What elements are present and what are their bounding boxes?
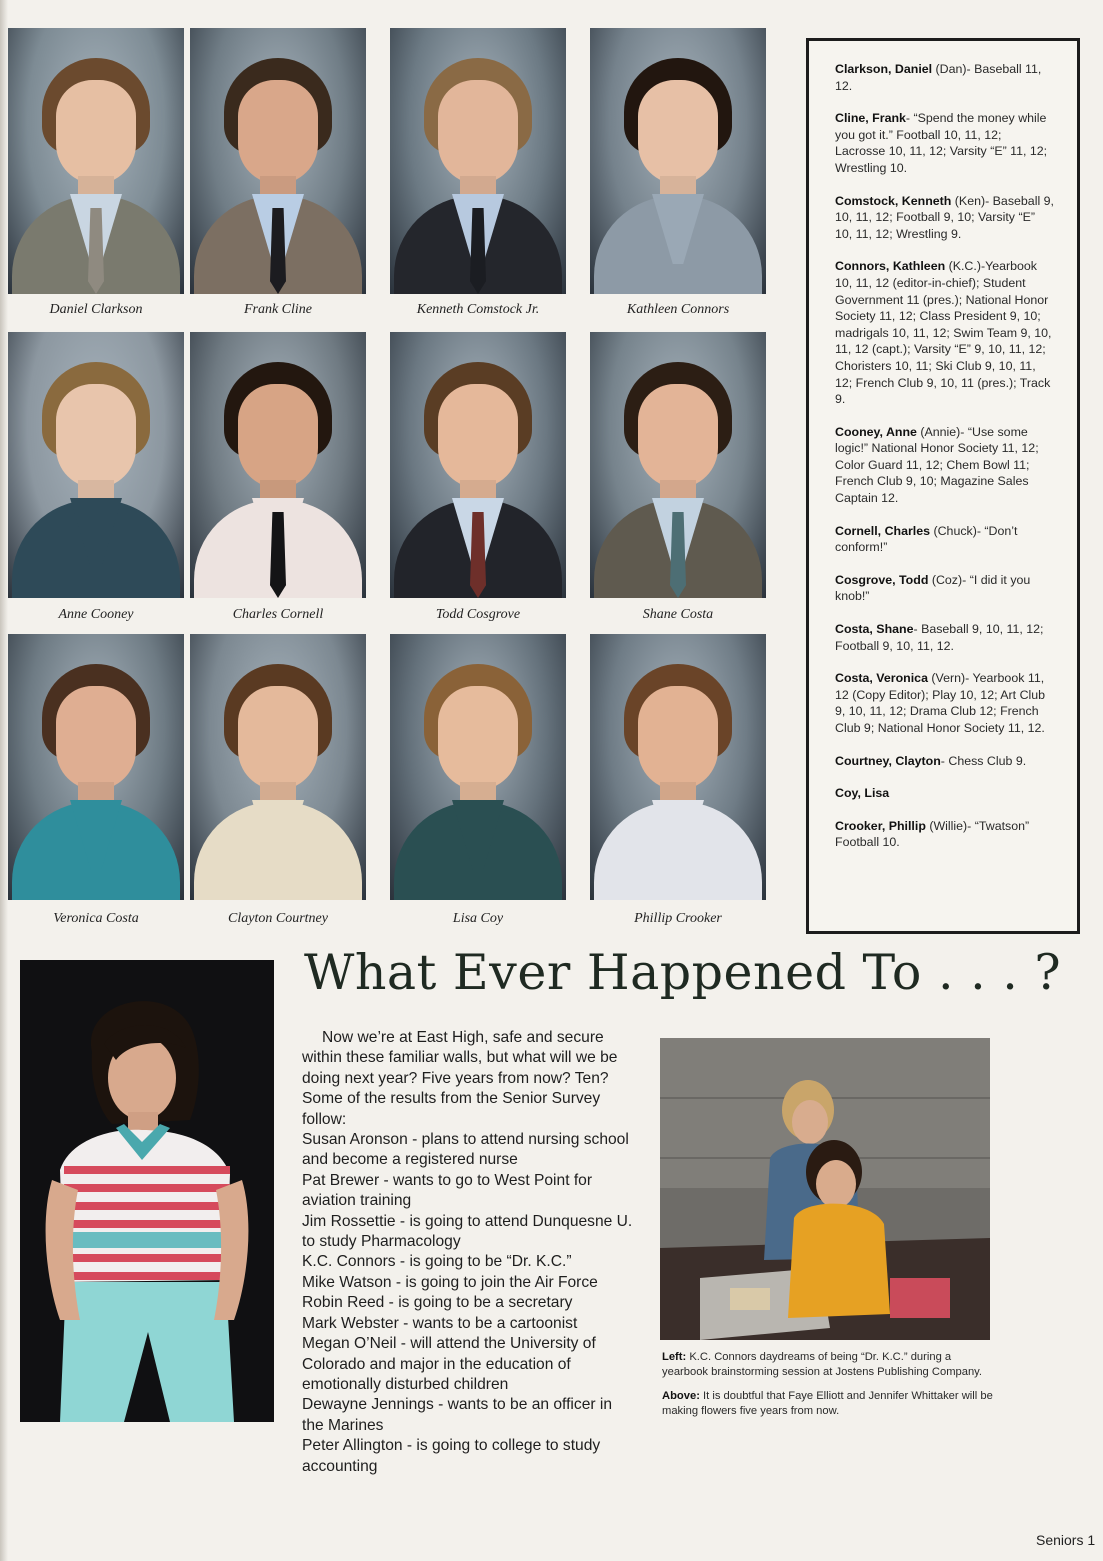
bio-name: Cline, Frank <box>835 111 906 126</box>
bio-text: (Ken)- Baseball 9, 10, 11, 12; Football 9, 10; Varsity “E” 10, 11, 12; Wrestling 9. <box>835 193 1054 241</box>
senior-portrait <box>8 634 184 900</box>
senior-portrait <box>8 332 184 598</box>
portrait-tie <box>670 512 686 598</box>
portrait-caption: Clayton Courtney <box>228 911 328 926</box>
caption-above-label: Above: <box>662 1390 700 1403</box>
survey-result-item: K.C. Connors - is going to be “Dr. K.C.” <box>302 1253 572 1271</box>
candid-photo-kc-connors-image <box>20 960 274 1422</box>
bio-text: (Annie)- “Use some logic!” National Honor Society 11, 12; Color Guard 11, 12; Chem Bowl 11; French Club 9, 10; Magazine Sales Captain 12. <box>835 424 1039 506</box>
caption-above <box>662 1389 998 1418</box>
portrait-face <box>56 80 136 184</box>
survey-result-item: Susan Aronson - plans to attend nursing school and become a registered nurse <box>302 1131 629 1169</box>
senior-bio-box <box>806 38 1080 934</box>
senior-bio-entry <box>835 621 1055 654</box>
bio-text: (Dan)- Baseball 11, 12. <box>835 62 1042 93</box>
candid-photo-flowers <box>660 1038 990 1340</box>
portrait-face <box>438 80 518 184</box>
portrait-face <box>56 686 136 790</box>
portrait-face <box>238 80 318 184</box>
survey-result-item: Robin Reed - is going to be a secretary <box>302 1294 573 1312</box>
portrait-caption: Veronica Costa <box>53 911 139 926</box>
candid-photo-flowers-image <box>660 1038 990 1340</box>
portrait-tie <box>88 208 104 294</box>
senior-bio-entry <box>835 110 1055 176</box>
senior-bio-entry <box>835 258 1055 407</box>
portrait-caption: Lisa Coy <box>452 911 504 926</box>
portrait-face <box>638 384 718 488</box>
senior-portrait <box>8 28 184 294</box>
senior-portrait <box>190 28 366 294</box>
portrait-face <box>56 384 136 488</box>
survey-result-item: Mark Webster - wants to be a cartoonist <box>302 1314 578 1332</box>
senior-portrait <box>390 634 566 900</box>
senior-portrait <box>190 634 366 900</box>
bio-name: Cooney, Anne <box>835 424 917 439</box>
bio-text: - Chess Club 9. <box>940 753 1027 768</box>
bio-name: Comstock, Kenneth <box>835 193 952 208</box>
bio-list <box>835 61 1055 851</box>
senior-portrait <box>390 332 566 598</box>
page-binding-shadow <box>0 0 8 1561</box>
portrait-caption: Anne Cooney <box>58 607 134 622</box>
senior-bio-entry <box>835 424 1055 507</box>
portrait-face <box>238 686 318 790</box>
senior-portrait <box>590 28 766 294</box>
portrait-caption: Kathleen Connors <box>626 302 730 317</box>
senior-portrait <box>590 332 766 598</box>
bio-name: Connors, Kathleen <box>835 259 946 274</box>
portrait-caption: Phillip Crooker <box>634 911 722 926</box>
bio-text: - Baseball 9, 10, 11, 12; Football 9, 10, 11, 12. <box>835 622 1044 653</box>
portrait-tie <box>470 512 486 598</box>
survey-result-item: Pat Brewer - wants to go to West Point for aviation training <box>302 1171 593 1210</box>
candid-photo-kc-connors <box>20 960 274 1422</box>
senior-portrait <box>590 634 766 900</box>
bio-text: (Coz)- “I did it you knob!” <box>835 572 1031 604</box>
portrait-face <box>638 686 718 790</box>
portrait-face <box>638 80 718 184</box>
survey-result-item: Peter Allington - is going to college to study accounting <box>302 1437 601 1475</box>
bio-text: (K.C.)-Yearbook 10, 11, 12 (editor-in-chief); Student Government 11 (pres.); National Honor Society 11, 12; Class President 9, 10; madrigals 10, 11, 12; Swim Team 9, 10, 11, 12 (capt.); Varsity “E” 9, 10, 11, 12; Choristers 10, 11; Ski Club 9, 10, 11, 12; French Club 9, 10, 11 (pres.); Track 9. <box>835 259 1052 407</box>
portrait-face <box>438 384 518 488</box>
feature-headline: What Ever Happened To . . . ? <box>304 944 1062 1001</box>
senior-bio-entry <box>835 670 1055 736</box>
caption-left-text: K.C. Connors daydreams of being “Dr. K.C.” during a yearbook brainstorming session at Jostens Publishing Company. <box>662 1351 983 1378</box>
bio-text: - “Spend the money while you got it.” Football 10, 11, 12; Lacrosse 10, 11, 12; Varsity “E” 11, 12; Wrestling 10. <box>835 111 1048 175</box>
senior-bio-entry <box>835 818 1055 851</box>
article-intro: Now we’re at East High, safe and secure within these familiar walls, but what will we be doing next year? Five years from now? Ten? Some of the results from the Senior Survey follow: <box>302 1029 618 1128</box>
photo-captions <box>662 1350 998 1428</box>
senior-portrait <box>390 28 566 294</box>
bio-text: (Willie)- “Twatson” Football 10. <box>835 818 1030 850</box>
senior-bio-entry <box>835 572 1055 605</box>
survey-result-item: Dewayne Jennings - wants to be an officer in the Marines <box>302 1396 613 1434</box>
portrait-tie <box>270 208 286 294</box>
senior-portrait <box>190 332 366 598</box>
page-folio: Seniors 1 <box>1036 1532 1096 1548</box>
senior-survey-article <box>302 1028 638 1477</box>
bio-name: Cornell, Charles <box>835 523 931 538</box>
bio-text: (Vern)- Yearbook 11, 12 (Copy Editor); Play 10, 12; Art Club 9, 10, 11, 12; Drama Club 12; French Club 9; National Honor Society 11, 12. <box>835 671 1046 735</box>
bio-name: Cosgrove, Todd <box>835 572 929 587</box>
senior-bio-entry <box>835 523 1055 556</box>
senior-bio-entry <box>835 193 1055 243</box>
survey-result-item: Megan O’Neil - will attend the University of Colorado and major in the education of emotionally disturbed children <box>302 1335 596 1393</box>
portrait-face <box>438 686 518 790</box>
portrait-caption: Charles Cornell <box>232 607 324 622</box>
bio-name: Crooker, Phillip <box>835 818 926 833</box>
caption-above-text: It is doubtful that Faye Elliott and Jennifer Whittaker will be making flowers five years from now. <box>662 1390 993 1417</box>
bio-text: (Chuck)- “Don’t conform!” <box>835 523 1018 555</box>
portrait-tie <box>270 512 286 598</box>
survey-result-item: Jim Rossettie - is going to attend Dunquesne U. to study Pharmacology <box>302 1212 633 1251</box>
bio-name: Costa, Veronica <box>835 671 928 686</box>
portrait-caption: Shane Costa <box>642 607 714 622</box>
senior-bio-entry <box>835 753 1055 770</box>
caption-left-label: Left: <box>662 1351 687 1363</box>
bio-name: Clarkson, Daniel <box>835 62 933 76</box>
portrait-caption: Kenneth Comstock Jr. <box>416 302 540 317</box>
survey-results-list <box>302 1130 638 1477</box>
bio-name: Coy, Lisa <box>835 786 890 801</box>
portrait-tie <box>470 208 486 294</box>
senior-bio-entry <box>835 61 1055 94</box>
portrait-caption: Frank Cline <box>243 302 313 317</box>
bio-name: Costa, Shane <box>835 622 914 637</box>
portrait-face <box>238 384 318 488</box>
portrait-caption: Todd Cosgrove <box>435 607 521 622</box>
senior-bio-entry <box>835 785 1055 802</box>
survey-result-item: Mike Watson - is going to join the Air Force <box>302 1273 598 1291</box>
bio-name: Courtney, Clayton <box>835 753 941 768</box>
portrait-caption: Daniel Clarkson <box>49 302 143 317</box>
caption-left <box>662 1350 998 1379</box>
